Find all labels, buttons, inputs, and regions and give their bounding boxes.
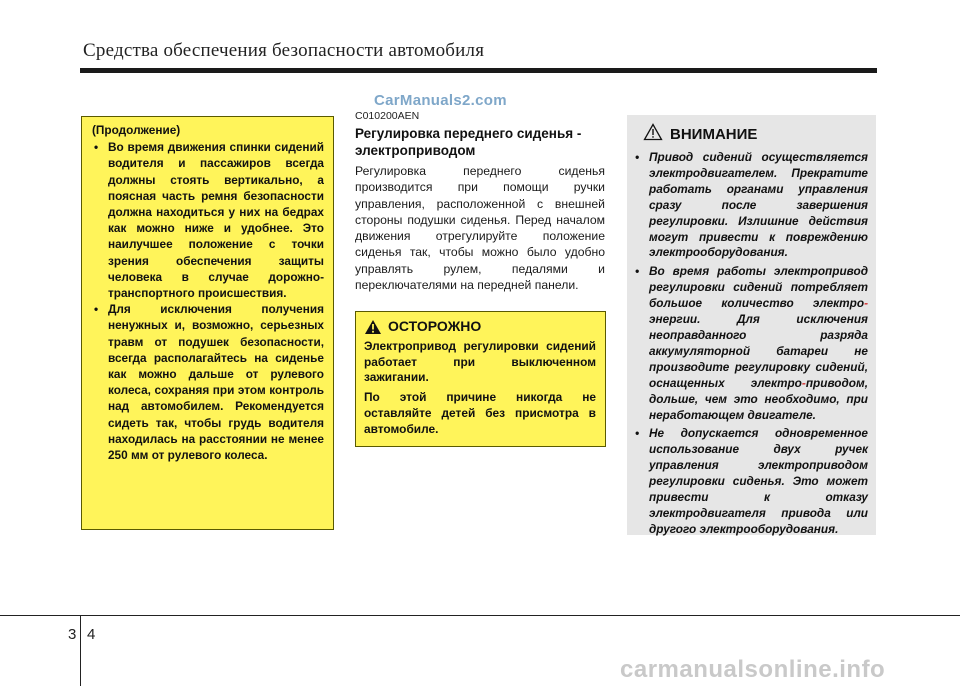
- continued-list: [92, 139, 324, 463]
- warning-item-text: приводом, дольше, чем это необходимо, при неработающем двигателе.: [649, 375, 868, 422]
- list-item: • Во время движения спинки сидений водителя и пассажиров всегда должны стоять вертикально, а поясная часть ремня безопасности должна находиться у них на бедрах как можно ниже и удобнее. Это наилучшее положение с точки зрения обеспечения защиты человека в случае дорожно-транспортного происшествия.: [92, 139, 324, 301]
- continued-box: [81, 116, 334, 530]
- footer-divider: [80, 616, 81, 686]
- hyphen-mark: -: [801, 375, 806, 390]
- caution-title: ОСТОРОЖНО: [388, 318, 482, 335]
- warning-box: [627, 115, 876, 535]
- caution-paragraph: Электропривод регулировки сидений работает при выключенном зажигании.: [364, 339, 596, 385]
- list-item: [633, 264, 868, 423]
- section-code: C010200AEN: [355, 110, 420, 122]
- continued-heading: (Продолжение): [92, 123, 181, 137]
- caution-box: [355, 311, 606, 447]
- header-rule: [80, 68, 877, 73]
- warning-item-text: Привод сидений осуществляется электродвигателем. Прекратите работать органами управления сразу после завершения регулировки. Излишние действия могут привести к повреждению электрооборудования.: [649, 150, 868, 260]
- list-item: [633, 426, 868, 537]
- section-body: Регулировка переднего сиденья производится при помощи ручки управления, расположенной с внешней стороны подушки сиденья. Перед началом движения отрегулируйте положение сиденья так, чтобы можно было удобно управлять рулем, педалями и переключателями на передней панели.: [355, 164, 605, 293]
- section-title: Регулировка переднего сиденья - электроприводом: [355, 126, 582, 158]
- watermark-top: CarManuals2.com: [374, 92, 507, 109]
- warning-item-text: энергии. Для исключения неоправданного разряда аккумуляторной батареи не производите регулировку сидений, оснащенных электро: [649, 312, 868, 390]
- warning-outline-triangle-icon: [643, 123, 663, 145]
- warning-triangle-icon: [364, 319, 382, 335]
- warning-title: ВНИМАНИЕ: [670, 125, 758, 143]
- warning-item-text: Во время работы электропривод регулировки сидений потребляет большое количество электро: [649, 264, 868, 311]
- warning-item-text: Не допускается одновременное использование двух ручек управления электроприводом регулировки сиденья. Это может привести к отказу электродвигателя привода или другого электрооборудования.: [649, 426, 868, 536]
- warning-list: [633, 150, 868, 538]
- section-column: [355, 110, 605, 293]
- caution-paragraph: По этой причине никогда не оставляйте детей без присмотра в автомобиле.: [364, 390, 596, 436]
- page-section-number: 3: [68, 626, 77, 643]
- list-item: • Для исключения получения ненужных и, возможно, серьезных травм от подушек безопасности, всегда располагайтесь на сиденье как можно дальше от рулевого колеса, сохраняя при этом контроль над автомобилем. Рекомендуется сидеть так, чтобы грудь водителя находилась на расстоянии не менее 250 мм от рулевого колеса.: [92, 301, 324, 463]
- page-number: 4: [87, 626, 96, 643]
- hyphen-mark: -: [864, 296, 868, 311]
- list-item: [633, 150, 868, 261]
- watermark-bottom: carmanualsonline.info: [620, 656, 886, 683]
- warning-header: [643, 123, 868, 145]
- page-header-title: Средства обеспечения безопасности автомобиля: [83, 40, 485, 61]
- caution-header: [364, 319, 596, 335]
- footer-rule: [0, 615, 960, 616]
